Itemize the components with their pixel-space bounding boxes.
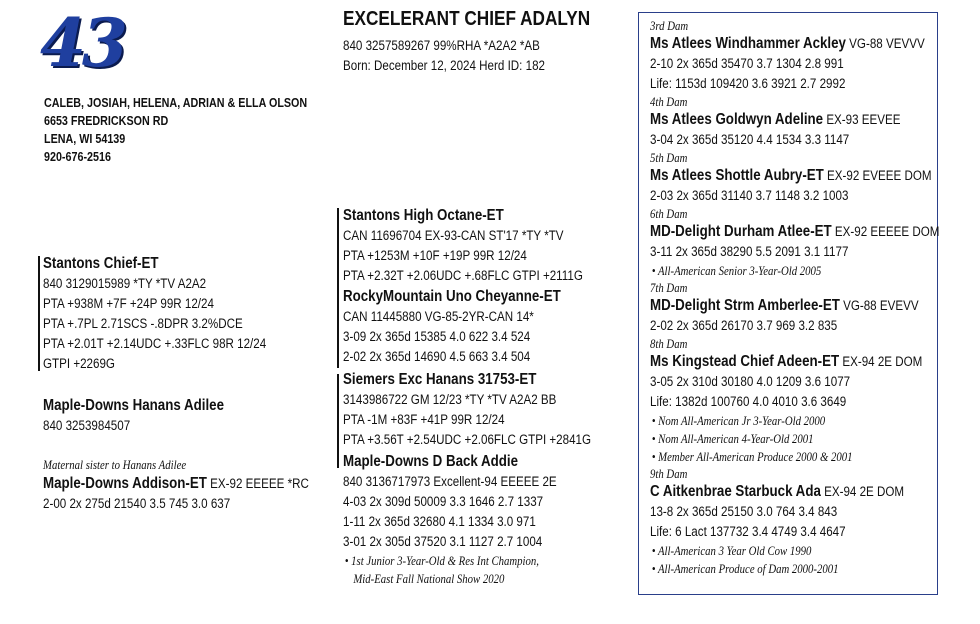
dam-heading <box>650 166 934 186</box>
dam-generation-label: 3rd Dam <box>650 19 689 33</box>
sire-line: PTA +2.01T +2.14UDC +.33FLC 98R 12/24 <box>43 336 267 351</box>
dam-record-line: 2-03 2x 365d 31140 3.7 1148 3.2 1003 <box>650 188 849 203</box>
dam-record-line: 2-10 2x 365d 35470 3.7 1304 2.8 991 <box>650 56 844 71</box>
dam-honor: • Member All-American Produce 2000 & 2001 <box>651 450 853 464</box>
sire-dam-line: 3-09 2x 365d 15385 4.0 622 3.4 524 <box>343 329 531 344</box>
dam-heading <box>650 222 940 242</box>
dam-honor: • Nom All-American Jr 3-Year-Old 2000 <box>651 414 826 428</box>
sire-dam-line: 2-02 2x 365d 14690 4.5 663 3.4 504 <box>343 349 531 364</box>
dam-name: C Aitkenbrae Starbuck Ada <box>650 483 821 500</box>
dam-dam-honor: • 1st Junior 3-Year-Old & Res Int Champion, <box>344 554 539 568</box>
dam-honor: • All-American Senior 3-Year-Old 2005 <box>651 264 822 278</box>
owner-block <box>44 94 307 166</box>
dam-name: Ms Atlees Shottle Aubry-ET <box>650 167 824 184</box>
maternal-dam-entry <box>650 466 934 578</box>
maternal-dam-entry <box>650 280 934 336</box>
dam-generation-label: 5th Dam <box>650 151 688 165</box>
animal-born-line: Born: December 12, 2024 Herd ID: 182 <box>343 58 546 73</box>
dam-dam-line: 3-01 2x 305d 37520 3.1 1127 2.7 1004 <box>343 534 543 549</box>
sire-name: Stantons Chief-ET <box>43 255 159 272</box>
dam-name: Ms Atlees Windhammer Ackley <box>650 35 846 52</box>
dam-record-line: Life: 1153d 109420 3.6 3921 2.7 2992 <box>650 76 846 91</box>
maternal-sister-record: 2-00 2x 275d 21540 3.5 745 3.0 637 <box>43 496 231 511</box>
maternal-dam-entry <box>650 94 934 150</box>
dam-heading <box>650 34 934 54</box>
dam-sire-line: PTA -1M +83F +41P 99R 12/24 <box>343 412 505 427</box>
dam-dam-block <box>343 452 557 588</box>
sire-dam-name: RockyMountain Uno Cheyanne-ET <box>343 288 561 305</box>
maternal-dam-entry <box>650 18 934 94</box>
dam-dam-name: Maple-Downs D Back Addie <box>343 453 519 470</box>
dam-honor: • Nom All-American 4-Year-Old 2001 <box>651 432 814 446</box>
dam-heading <box>650 482 934 502</box>
maternal-sister-block <box>43 456 309 514</box>
maternal-sister-name: Maple-Downs Addison-ET <box>43 475 207 492</box>
lot-number: 43 <box>40 4 124 82</box>
dam-heading <box>650 110 934 130</box>
sire-line: GTPI +2269G <box>43 356 115 371</box>
dam-classification: EX-92 EEEEE DOM <box>831 224 940 239</box>
sire-dam-line: CAN 11445880 VG-85-2YR-CAN 14* <box>343 309 534 324</box>
dam-sire-line: PTA +3.56T +2.54UDC +2.06FLC GTPI +2841G <box>343 432 592 447</box>
dam-generation-label: 6th Dam <box>650 207 688 221</box>
sire-block <box>43 254 266 374</box>
owner-names: CALEB, JOSIAH, HELENA, ADRIAN & ELLA OLSON <box>44 96 308 110</box>
maternal-dam-entry <box>650 150 934 206</box>
owner-city: LENA, WI 54139 <box>44 132 126 146</box>
sire-line: PTA +.7PL 2.71SCS -.8DPR 3.2%DCE <box>43 316 243 331</box>
maternal-dam-entry <box>650 206 940 280</box>
owner-address: 6653 FREDRICKSON RD <box>44 114 169 128</box>
sire-sire-block <box>343 206 583 286</box>
dam-honor: • All-American 3 Year Old Cow 1990 <box>651 544 812 558</box>
dam-generation-label: 4th Dam <box>650 95 688 109</box>
dam-name: MD-Delight Durham Atlee-ET <box>650 223 832 240</box>
dam-classification: EX-94 2E DOM <box>820 484 905 499</box>
maternal-dam-entry <box>650 336 934 466</box>
dam-classification: VG-88 VEVVV <box>845 36 925 51</box>
dam-dam-line: 1-11 2x 365d 32680 4.1 1334 3.0 971 <box>343 514 536 529</box>
dam-record-line: 3-05 2x 310d 30180 4.0 1209 3.6 1077 <box>650 374 851 389</box>
dam-record-line: 3-04 2x 365d 35120 4.4 1534 3.3 1147 <box>650 132 850 147</box>
owner-phone: 920-676-2516 <box>44 150 111 164</box>
dam-name: Ms Atlees Goldwyn Adeline <box>650 111 824 128</box>
dam-record-line: 3-11 2x 365d 38290 5.5 2091 3.1 1177 <box>650 244 849 259</box>
dam-record-line: Life: 1382d 100760 4.0 4010 3.6 3649 <box>650 394 847 409</box>
sire-sire-line: PTA +2.32T +2.06UDC +.68FLC GTPI +2111G <box>343 268 583 283</box>
sire-dam-block <box>343 287 561 367</box>
sire-parents-bracket <box>337 208 339 368</box>
dam-generation-label: 9th Dam <box>650 467 688 481</box>
sire-bracket <box>38 256 40 371</box>
sire-line: PTA +938M +7F +24P 99R 12/24 <box>43 296 214 311</box>
maternal-sister-heading <box>43 474 309 494</box>
dam-dam-honor: Mid-East Fall National Show 2020 <box>353 572 505 586</box>
dam-parents-bracket <box>337 374 339 468</box>
maternal-line-list <box>650 18 940 578</box>
animal-name: EXCELERANT CHIEF ADALYN <box>343 8 591 30</box>
dam-classification: VG-88 EVEVV <box>839 298 919 313</box>
dam-record-line: Life: 6 Lact 137732 3.4 4749 3.4 4647 <box>650 524 846 539</box>
dam-sire-name: Siemers Exc Hanans 31753-ET <box>343 371 537 388</box>
dam-reg-line: 840 3253984507 <box>43 418 131 433</box>
animal-reg-line: 840 3257589267 99%RHA *A2A2 *AB <box>343 38 540 53</box>
dam-sire-line: 3143986722 GM 12/23 *TY *TV A2A2 BB <box>343 392 557 407</box>
dam-name: Maple-Downs Hanans Adilee <box>43 397 224 414</box>
dam-record-line: 13-8 2x 365d 25150 3.0 764 3.4 843 <box>650 504 838 519</box>
dam-classification: EX-93 EEVEE <box>823 112 901 127</box>
maternal-sister-classification: EX-92 EEEEE *RC <box>206 476 309 491</box>
sire-sire-line: CAN 11696704 EX-93-CAN ST'17 *TY *TV <box>343 228 564 243</box>
maternal-sister-note: Maternal sister to Hanans Adilee <box>43 458 187 472</box>
dam-block <box>43 396 224 436</box>
dam-heading <box>650 296 934 316</box>
dam-generation-label: 7th Dam <box>650 281 688 295</box>
dam-heading <box>650 352 934 372</box>
sire-sire-line: PTA +1253M +10F +19P 99R 12/24 <box>343 248 527 263</box>
dam-dam-line: 840 3136717973 Excellent-94 EEEEE 2E <box>343 474 557 489</box>
dam-dam-line: 4-03 2x 309d 50009 3.3 1646 2.7 1337 <box>343 494 544 509</box>
dam-classification: EX-92 EVEEE DOM <box>823 168 932 183</box>
dam-name: Ms Kingstead Chief Adeen-ET <box>650 353 840 370</box>
dam-record-line: 2-02 2x 365d 26170 3.7 969 3.2 835 <box>650 318 838 333</box>
dam-classification: EX-94 2E DOM <box>839 354 923 369</box>
animal-info <box>343 36 545 76</box>
dam-name: MD-Delight Strm Amberlee-ET <box>650 297 840 314</box>
dam-generation-label: 8th Dam <box>650 337 688 351</box>
sire-line: 840 3129015989 *TY *TV A2A2 <box>43 276 207 291</box>
sire-sire-name: Stantons High Octane-ET <box>343 207 504 224</box>
dam-sire-block <box>343 370 591 450</box>
dam-honor: • All-American Produce of Dam 2000-2001 <box>651 562 839 576</box>
